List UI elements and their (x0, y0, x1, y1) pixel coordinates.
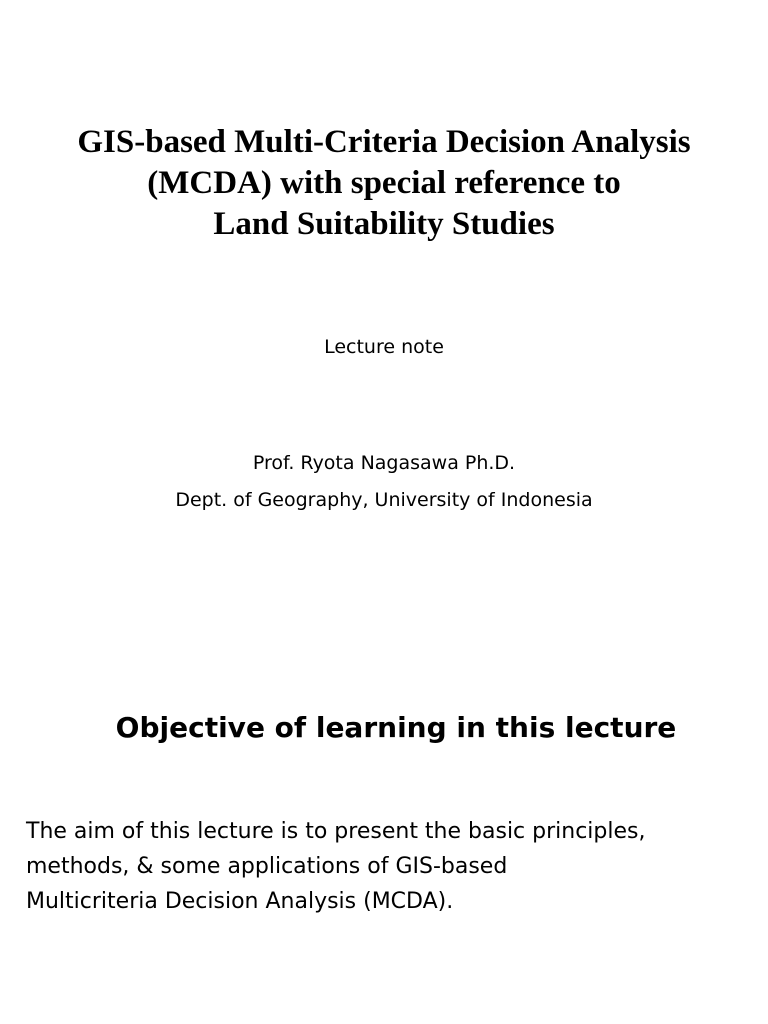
author-affiliation: Dept. of Geography, University of Indonesia (175, 489, 593, 511)
subtitle: Lecture note (324, 336, 444, 358)
body-line: The aim of this lecture is to present the basic principles, (26, 819, 646, 844)
objective-slide (0, 640, 768, 1024)
body-line: Multicriteria Decision Analysis (MCDA). (26, 889, 454, 914)
author-name: Prof. Ryota Nagasawa Ph.D. (252, 452, 516, 474)
slide-heading: Objective of learning in this lecture (115, 711, 677, 744)
presentation-title (0, 122, 768, 245)
title-line: Land Suitability Studies (213, 206, 555, 242)
title-line: (MCDA) with special reference to (147, 165, 621, 201)
title-line: GIS-based Multi-Criteria Decision Analysis (77, 124, 691, 160)
body-line: methods, & some applications of GIS-based (26, 854, 508, 879)
slide-body-text (26, 814, 746, 919)
